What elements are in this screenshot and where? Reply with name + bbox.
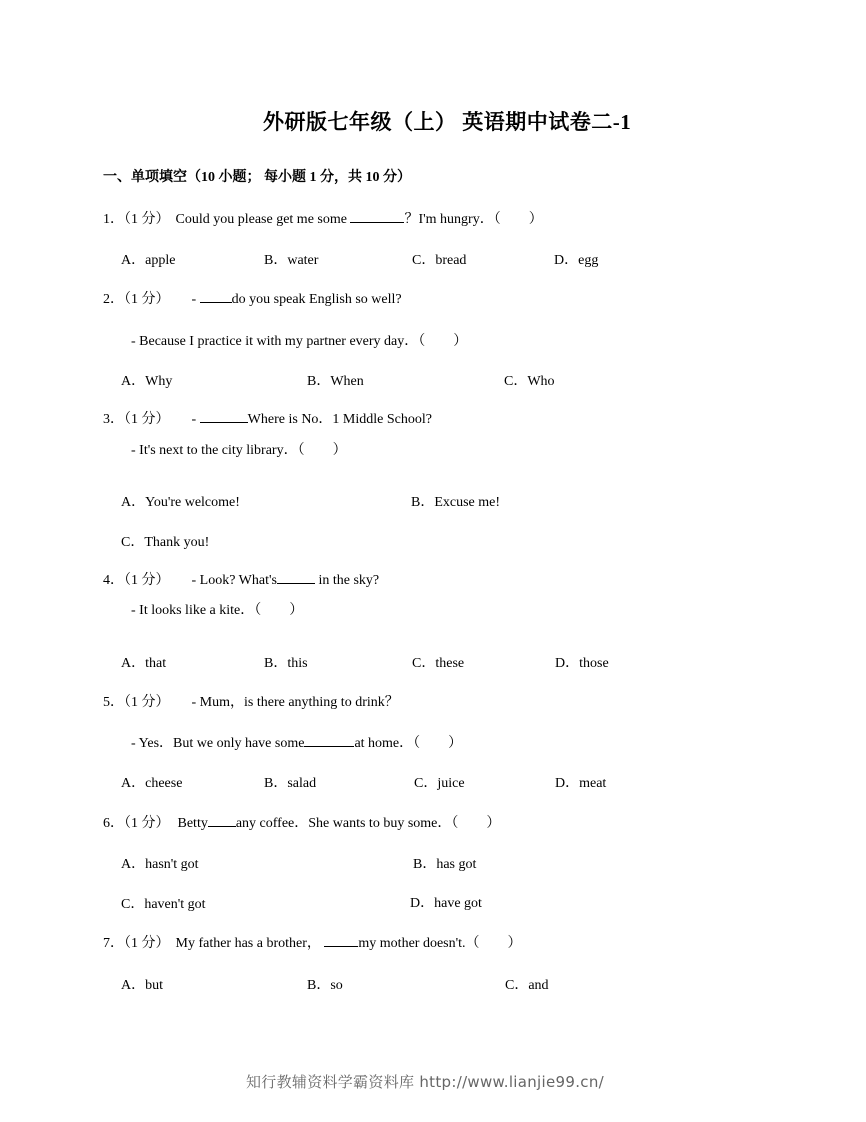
question-number: 4．（1 分）: [103, 573, 170, 588]
option-c: C．these: [412, 656, 465, 671]
question-6-stem: [103, 812, 500, 832]
answer-blank: [324, 933, 358, 947]
option-c: C．and: [505, 978, 549, 993]
question-text: Betty: [177, 816, 208, 831]
option-a: A．Why: [121, 374, 173, 389]
question-5-stem: [103, 691, 399, 711]
question-3-stem: [103, 408, 432, 428]
option-d: D．meat: [555, 776, 607, 791]
option-a: A．apple: [121, 253, 176, 268]
question-text: - Mum，is there anything to drink？: [191, 695, 399, 710]
question-text: my mother doesn't.（ ）: [358, 936, 522, 951]
option-a: A．but: [121, 978, 163, 993]
question-5-reply: [131, 732, 462, 752]
footer-watermark: 知行教辅资料学霸资料库 http://www.lianjie99.cn/: [246, 1073, 604, 1091]
question-4-reply: - It looks like a kite．（ ）: [131, 603, 304, 618]
option-c: C．bread: [412, 253, 467, 268]
question-number: 3．（1 分）: [103, 412, 170, 427]
option-b: B．this: [264, 656, 308, 671]
option-b: B．When: [307, 374, 364, 389]
option-a: A．cheese: [121, 776, 183, 791]
option-b: B．water: [264, 253, 319, 268]
option-b: B．salad: [264, 776, 317, 791]
question-text: Could you please get me some: [175, 212, 347, 227]
option-d: D．those: [555, 656, 609, 671]
question-text: in the sky?: [318, 573, 380, 588]
question-number: 5．（1 分）: [103, 695, 170, 710]
answer-blank: [277, 570, 315, 584]
reply-text: at home．（ ）: [354, 736, 463, 751]
question-4-stem: [103, 569, 379, 589]
question-number: 1．（1 分）: [103, 212, 170, 227]
option-a: A．that: [121, 656, 167, 671]
question-text: ？I'm hungry．（ ）: [404, 212, 543, 227]
option-b: B．Excuse me!: [411, 495, 501, 510]
question-7-stem: [103, 932, 522, 952]
option-c: C．Who: [504, 374, 555, 389]
option-d: D．have got: [410, 896, 482, 911]
question-3-reply: - It's next to the city library．（ ）: [131, 443, 347, 458]
question-text: -: [191, 292, 197, 307]
question-number: 6．（1 分）: [103, 816, 170, 831]
option-b: B．so: [307, 978, 343, 993]
question-2-stem: [103, 288, 402, 308]
option-c: C．Thank you!: [121, 535, 210, 550]
document-title: 外研版七年级（上） 英语期中试卷二-1: [263, 110, 632, 134]
question-text: My father has a brother，: [175, 936, 321, 951]
question-text: -: [191, 412, 197, 427]
option-b: B．has got: [413, 857, 477, 872]
section-heading: 一、单项填空（10 小题； 每小题 1 分，共 10 分）: [103, 170, 411, 185]
question-number: 7．（1 分）: [103, 936, 170, 951]
option-c: C．juice: [414, 776, 465, 791]
answer-blank: [208, 813, 236, 827]
answer-blank: [200, 409, 248, 423]
option-d: D．egg: [554, 253, 599, 268]
answer-blank: [304, 733, 354, 747]
question-text: do you speak English so well?: [231, 292, 402, 307]
question-2-reply: - Because I practice it with my partner every day．（ ）: [131, 334, 468, 349]
option-a: A．hasn't got: [121, 857, 199, 872]
question-text: - Look? What's: [191, 573, 277, 588]
answer-blank: [200, 289, 232, 303]
option-a: A．You're welcome!: [121, 495, 240, 510]
answer-blank: [350, 209, 404, 223]
question-number: 2．（1 分）: [103, 292, 170, 307]
question-text: Where is No．1 Middle School?: [247, 412, 432, 427]
reply-text: - Yes．But we only have some: [131, 736, 305, 751]
option-c: C．haven't got: [121, 897, 206, 912]
question-text: any coffee．She wants to buy some．（ ）: [235, 816, 501, 831]
question-1-stem: [103, 208, 543, 228]
